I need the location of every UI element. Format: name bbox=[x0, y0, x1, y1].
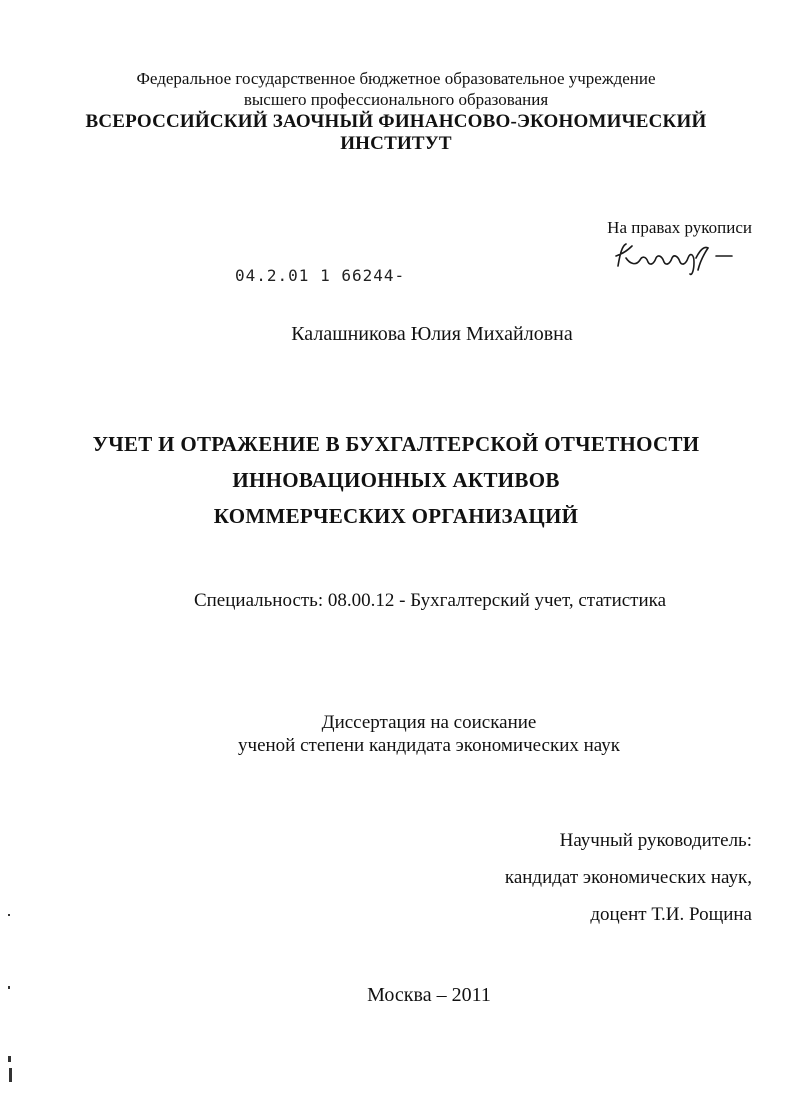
advisor-degree: кандидат экономических наук, bbox=[504, 867, 752, 888]
signature-icon bbox=[612, 236, 742, 276]
archive-number: 04.2.01 1 66244- bbox=[235, 266, 406, 285]
rights-note: На правах рукописи bbox=[607, 218, 752, 237]
institution-line-2: высшего профессионального образования bbox=[243, 90, 549, 109]
scan-speck bbox=[8, 914, 10, 916]
author-name: Калашникова Юлия Михайловна bbox=[291, 323, 573, 345]
scan-speck bbox=[8, 1056, 11, 1062]
scan-speck bbox=[9, 1068, 12, 1082]
city-year: Москва – 2011 bbox=[367, 984, 491, 1006]
dissertation-line-1: Диссертация на соискание bbox=[321, 712, 537, 733]
title-line-2: ИННОВАЦИОННЫХ АКТИВОВ bbox=[232, 468, 560, 492]
scan-speck bbox=[8, 986, 10, 989]
advisor-name: доцент Т.И. Рощина bbox=[590, 904, 752, 925]
institution-name-line-1: ВСЕРОССИЙСКИЙ ЗАОЧНЫЙ ФИНАНСОВО-ЭКОНОМИЧЕСКИЙ bbox=[85, 111, 707, 132]
institution-line-1: Федеральное государственное бюджетное образовательное учреждение bbox=[136, 69, 656, 88]
dissertation-line-2: ученой степени кандидата экономических наук bbox=[238, 735, 620, 756]
advisor-label: Научный руководитель: bbox=[559, 830, 752, 851]
title-line-3: КОММЕРЧЕСКИХ ОРГАНИЗАЦИЙ bbox=[213, 504, 579, 528]
title-line-1: УЧЕТ И ОТРАЖЕНИЕ В БУХГАЛТЕРСКОЙ ОТЧЕТНОСТИ bbox=[92, 432, 700, 456]
institution-name-line-2: ИНСТИТУТ bbox=[340, 133, 452, 154]
specialty: Специальность: 08.00.12 - Бухгалтерский учет, статистика bbox=[193, 590, 667, 611]
